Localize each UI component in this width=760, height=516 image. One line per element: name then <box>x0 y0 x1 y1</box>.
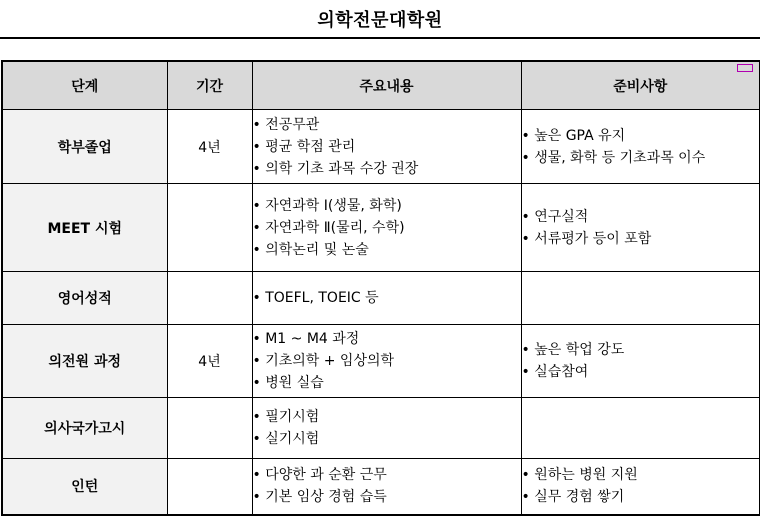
content-item: • 의학논리 및 논술 <box>252 241 369 258</box>
table-row <box>2 459 760 515</box>
header-prep <box>521 61 760 110</box>
content-cell <box>252 398 521 459</box>
period-cell <box>167 272 252 325</box>
title-divider <box>0 37 760 39</box>
prep-item: • 서류평가 등이 포함 <box>521 230 652 247</box>
content-item: • M1 ~ M4 과정 <box>252 331 360 347</box>
period-cell <box>167 459 252 515</box>
table-row <box>2 110 760 184</box>
table-row <box>2 398 760 459</box>
step-cell: 인턴 <box>2 459 167 515</box>
steps-table <box>1 60 760 516</box>
table-anchor-handle[interactable] <box>737 64 753 72</box>
content-item: • TOEFL, TOEIC 등 <box>252 290 379 306</box>
prep-cell <box>521 184 760 272</box>
period-cell: 4년 <box>167 325 252 398</box>
content-item: • 평균 학점 관리 <box>252 138 356 155</box>
header-period: 기간 <box>167 61 252 110</box>
prep-item: • 원하는 병원 지원 <box>521 467 638 484</box>
content-item: • 실기시험 <box>252 431 320 447</box>
prep-item: • 높은 학업 강도 <box>521 342 625 358</box>
prep-item: • 생물, 화학 등 기초과목 이수 <box>521 149 706 166</box>
page-title: 의학전문대학원 <box>317 10 443 31</box>
prep-cell <box>521 272 760 325</box>
content-cell <box>252 459 521 515</box>
period-cell: 4년 <box>167 110 252 184</box>
content-cell <box>252 325 521 398</box>
period-cell <box>167 184 252 272</box>
table-row <box>2 272 760 325</box>
prep-cell <box>521 325 760 398</box>
step-cell: 영어성적 <box>2 272 167 325</box>
content-item: • 병원 실습 <box>252 375 324 391</box>
period-cell <box>167 398 252 459</box>
prep-item: • 높은 GPA 유지 <box>521 127 626 144</box>
step-cell: 의전원 과정 <box>2 325 167 398</box>
content-item: • 기본 임상 경험 습득 <box>252 489 387 506</box>
content-item: • 자연과학 Ⅰ(생물, 화학) <box>252 197 402 214</box>
prep-item: • 연구실적 <box>521 208 589 225</box>
header-content: 주요내용 <box>252 61 521 110</box>
content-item: • 의학 기초 과목 수강 권장 <box>252 160 419 177</box>
step-cell: 의사국가고시 <box>2 398 167 459</box>
table-row <box>2 325 760 398</box>
step-cell: MEET 시험 <box>2 184 167 272</box>
content-item: • 다양한 과 순환 근무 <box>252 467 387 484</box>
header-prep-label: 준비사항 <box>613 78 668 95</box>
content-item: • 기초의학 + 임상의학 <box>252 353 395 369</box>
content-item: • 전공무관 <box>252 116 320 133</box>
content-item: • 자연과학 Ⅱ(물리, 수학) <box>252 219 405 236</box>
table-row <box>2 184 760 272</box>
content-cell <box>252 272 521 325</box>
prep-cell <box>521 110 760 184</box>
header-step: 단계 <box>2 61 167 110</box>
header-row <box>2 61 760 110</box>
prep-item: • 실습참여 <box>521 364 589 380</box>
prep-cell <box>521 459 760 515</box>
prep-cell <box>521 398 760 459</box>
prep-item: • 실무 경험 쌓기 <box>521 489 625 506</box>
content-cell <box>252 110 521 184</box>
step-cell: 학부졸업 <box>2 110 167 184</box>
content-cell <box>252 184 521 272</box>
content-item: • 필기시험 <box>252 409 320 425</box>
